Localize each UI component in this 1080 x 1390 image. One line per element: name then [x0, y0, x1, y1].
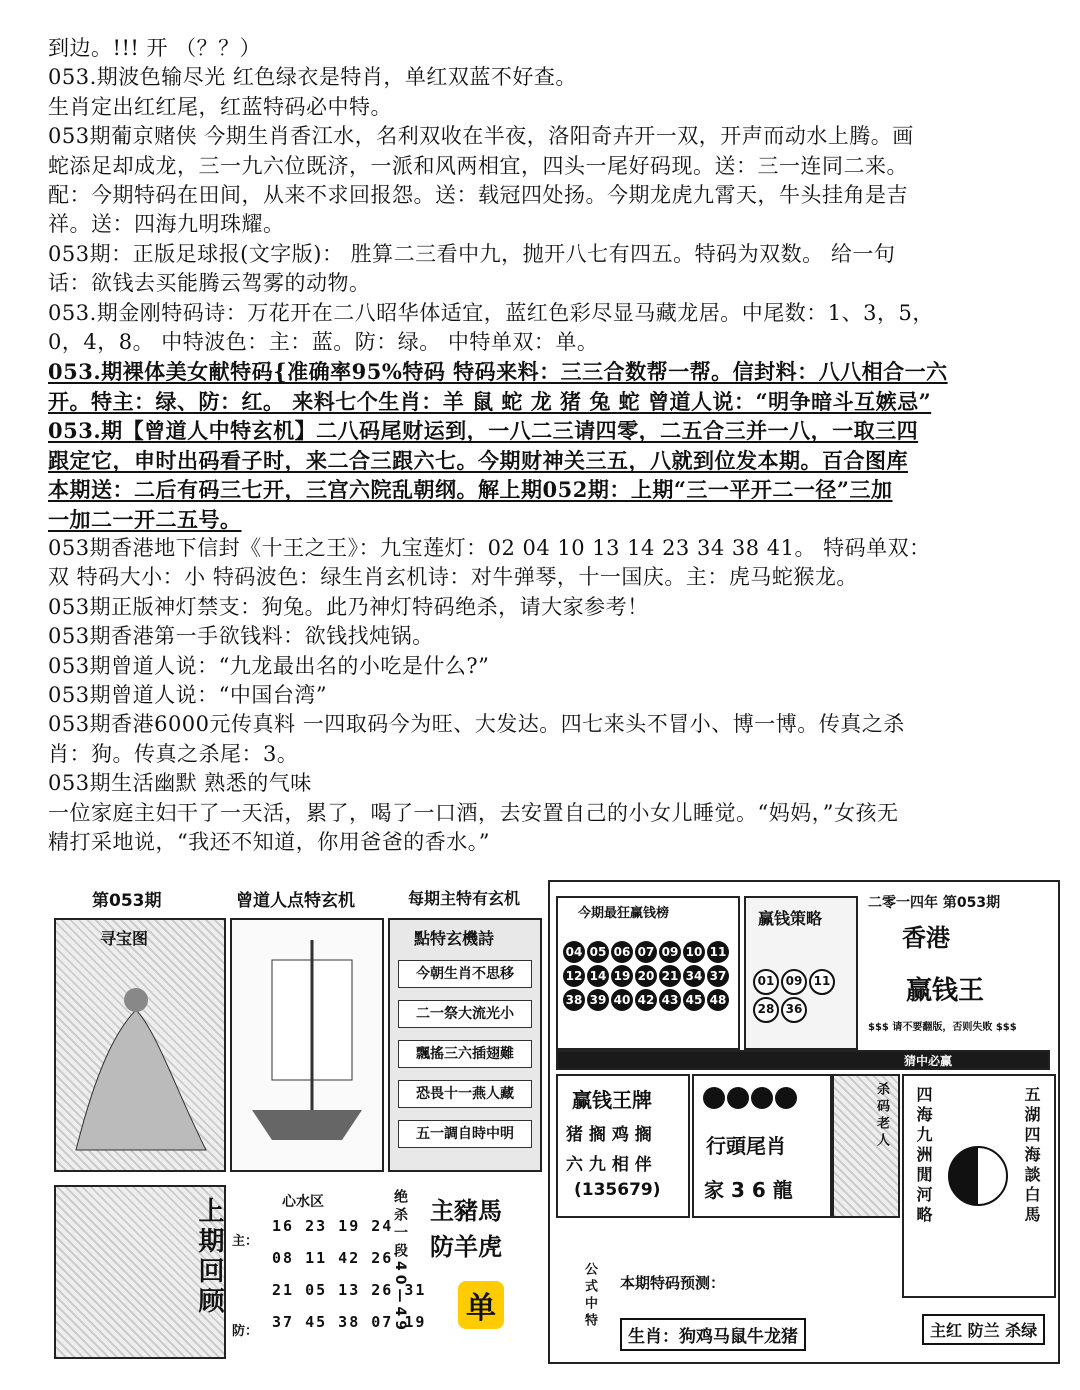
strategy-ball: 28 [753, 997, 779, 1023]
number-ball: 48 [707, 989, 729, 1011]
ace-code: (135679) [574, 1180, 661, 1200]
text-line: 开。特主：绿、防：红。 来料七个生肖：羊 鼠 蛇 龙 猪 兔 蛇 曾道人说：“明争暗斗互嫉忌” [48, 388, 932, 414]
verse-a: 四海九洲閒河略 [914, 1086, 933, 1226]
number-ball: 05 [587, 941, 609, 963]
number-ball: 04 [563, 941, 585, 963]
hit-list-title: 今期最狂赢钱榜 [578, 906, 670, 921]
head-tail-title: 行頭尾肖 [706, 1134, 786, 1158]
yin-yang-icon [948, 1146, 1008, 1206]
number-ball: 19 [611, 965, 633, 987]
riddle-row: 飄搖三六插翅難 [398, 1040, 532, 1068]
number-ball: 10 [683, 941, 705, 963]
main-pick: 主豬馬 [430, 1197, 502, 1225]
zhu-label: 主： [232, 1234, 259, 1249]
number-ball: 11 [707, 941, 729, 963]
text-line: 话：欲钱去买能腾云驾雾的动物。 [48, 271, 371, 296]
number-ball: 20 [635, 965, 657, 987]
figure-illustration [56, 950, 224, 1170]
number-ball: 45 [683, 989, 705, 1011]
strategy-title: 赢钱策略 [758, 909, 823, 928]
number-ball: 21 [659, 965, 681, 987]
predict-zodiac: 生肖：狗鸡马鼠牛龙猪 [620, 1318, 806, 1351]
fang-label: 防： [232, 1324, 259, 1339]
strategy-ball: 11 [809, 969, 835, 995]
text-line: 053期曾道人说：“九龙最出名的小吃是什么?” [48, 653, 490, 678]
number-ball: 09 [659, 941, 681, 963]
text-line: 053.期金刚特码诗：万花开在二八昭华体适宜，蓝红色彩尽显马藏龙居。中尾数：1、3，5， [48, 300, 934, 325]
text-line: 053期生活幽默 熟悉的气味 [48, 771, 312, 796]
text-line: 生肖定出红红尾，红蓝特码必中特。 [48, 94, 392, 119]
number-ball: 40 [611, 989, 633, 1011]
text-line: 精打采地说，“我还不知道，你用爸爸的香水。” [48, 829, 490, 854]
number-ball: 42 [635, 989, 657, 1011]
issue-label: 第053期 [92, 891, 162, 911]
strategy-ball: 36 [781, 997, 807, 1023]
banner-subtitle: 每期主特有玄机 [408, 889, 521, 908]
strategy-ball: 09 [781, 969, 807, 995]
treasure-map-image [54, 918, 226, 1172]
text-line: 053.期裸体美女献特码{准确率95%特码 特码来料：三三合数帮一帮。信封料：八八相合一六 [48, 359, 948, 385]
killer-label: 杀码老人 [874, 1082, 889, 1150]
number-ball: 38 [563, 989, 585, 1011]
text-line: 053期：正版足球报(文字版)： 胜算二三看中九，抛开八七有四五。特码为双数。 给一句 [48, 241, 896, 266]
text-line: 肖：狗。传真之杀尾：3。 [48, 741, 299, 766]
number-ball: 06 [611, 941, 633, 963]
number-ball: 43 [659, 989, 681, 1011]
number-ball: 34 [683, 965, 705, 987]
riddle-row: 今朝生肖不思移 [398, 960, 532, 988]
text-line: 本期送：二后有码三七开，三宫六院乱朝纲。解上期052期：上期“三一平开二一径”三加 [48, 477, 893, 503]
riddle-row: 二一祭大流光小 [398, 1000, 532, 1028]
text-line: 053期香港6000元传真料 一四取码今为旺、大发达。四七来头不冒小、博一博。传真之杀 [48, 712, 905, 737]
strategy-box [744, 896, 858, 1050]
text-line: 053期香港第一手欲钱料：欲钱找炖锅。 [48, 624, 434, 649]
text-line: 053期正版神灯禁支：狗兔。此乃神灯特码绝杀，请大家参考！ [48, 594, 649, 619]
heart-number-row: 16 23 19 24 [272, 1217, 394, 1235]
previous-review-image [54, 1185, 226, 1359]
number-ball: 14 [587, 965, 609, 987]
date-title: 二零一四年 第053期 [868, 895, 1001, 911]
riddle-row: 恐畏十一燕人藏 [398, 1080, 532, 1108]
ace-box [556, 1074, 690, 1218]
heart-number-row: 21 05 13 26 31 [272, 1281, 427, 1299]
text-block [48, 34, 1060, 857]
treasure-map-title: 寻宝图 [100, 929, 149, 948]
ace-title: 赢钱王牌 [572, 1088, 652, 1112]
text-line: 跟定它，申时出码看子时，来二合三跟六七。今期财神关三五，八就到位发本期。百合图库 [48, 447, 908, 473]
head-tail-box [692, 1074, 832, 1218]
riddle-title: 點特玄機詩 [414, 929, 495, 948]
lottery-image-collage [50, 880, 1058, 1360]
number-ball: 37 [707, 965, 729, 987]
heart-title: 心水区 [282, 1194, 324, 1210]
boat-illustration [232, 920, 382, 1170]
bottom-right-pick: 主红 防兰 杀绿 [922, 1314, 1045, 1345]
text-line: 0，4，8。 中特波色：主：蓝。防：绿。 中特单双：单。 [48, 330, 599, 355]
riddle-poem-box [388, 918, 542, 1172]
text-line: 双 特码大小：小 特码波色：绿生肖玄机诗：对牛弹琴，十一国庆。主：虎马蛇猴龙。 [48, 565, 858, 590]
verse-box [902, 1074, 1056, 1298]
treasure-map-panel [50, 880, 542, 1180]
number-ball: 12 [563, 965, 585, 987]
hk-title: 香港 [902, 924, 950, 952]
text-line: 053期香港地下信封《十王之王》：九宝莲灯：02 04 10 13 14 23 34 38 41。 特码单双： [48, 535, 931, 560]
ace-line-1: 猪 搁 鸡 搁 [566, 1125, 652, 1145]
number-ball: 39 [587, 989, 609, 1011]
winning-king-panel [548, 880, 1060, 1364]
previous-review-title: 上期回顾 [194, 1197, 224, 1317]
number-ball: 07 [635, 941, 657, 963]
predict-title: 本期特码预测： [620, 1274, 726, 1292]
must-win-label: 猜中必赢 [904, 1054, 953, 1068]
ace-line-2: 六 九 相 伴 [566, 1155, 652, 1175]
text-line: 053.期波色输尽光 红色绿衣是特肖，单红双蓝不好查。 [48, 65, 577, 90]
heart-number-row: 37 45 38 07 19 [272, 1313, 427, 1331]
tail-code: 家 3 6 龍 [704, 1178, 793, 1202]
heart-number-row: 08 11 42 26 [272, 1249, 394, 1267]
text-line: 053期葡京赌侠 今期生肖香江水，名利双收在半夜，洛阳奇卉开一双，开声而动水上腾。画 [48, 124, 914, 149]
formula-strip [556, 1222, 572, 1352]
boat-image [230, 918, 384, 1172]
text-line: 蛇添足却成龙，三一九六位既济，一派和风两相宜，四头一尾好码现。送：三一连同二来。 [48, 153, 908, 178]
text-line: 053期曾道人说：“中国台湾” [48, 682, 328, 707]
verse-b: 五湖四海談白馬 [1022, 1086, 1041, 1226]
banner-title: 曾道人点特玄机 [236, 891, 355, 911]
guard-pick: 防羊虎 [430, 1233, 502, 1261]
riddle-row: 五一調自時中明 [398, 1120, 532, 1148]
text-line: 到边。!!! 开 （？？） [48, 36, 262, 60]
previous-review-panel [50, 1185, 542, 1360]
formula-label: 公式中特 [582, 1262, 597, 1330]
warning-text: $$$ 请不要翻版，否则失败 $$$ [868, 1022, 1017, 1033]
divider-bar [556, 1050, 1050, 1070]
hit-list-box [556, 896, 740, 1050]
text-line: 祥。送：四海九明珠耀。 [48, 212, 285, 237]
king-title: 赢钱王 [906, 976, 985, 1006]
text-line: 一位家庭主妇干了一天活，累了，喝了一口酒，去安置自己的小女儿睡觉。“妈妈，”女孩无 [48, 800, 899, 825]
text-line: 053.期【曾道人中特玄机】二八码尾财运到，一八二三请四零，二五合三并一八，一取三四 [48, 418, 919, 444]
killer-image [832, 1074, 900, 1218]
text-line: 一加二一开二五号。 [48, 506, 242, 532]
single-badge: 单 [458, 1281, 504, 1329]
strategy-ball: 01 [753, 969, 779, 995]
text-line: 配：今期特码在田间，从来不求回报怨。送：载冠四处扬。今期龙虎九霄天，牛头挂角是吉 [48, 183, 908, 208]
kill-label: 绝杀一段40—49 [392, 1189, 408, 1334]
black-balls-row [702, 1086, 798, 1114]
